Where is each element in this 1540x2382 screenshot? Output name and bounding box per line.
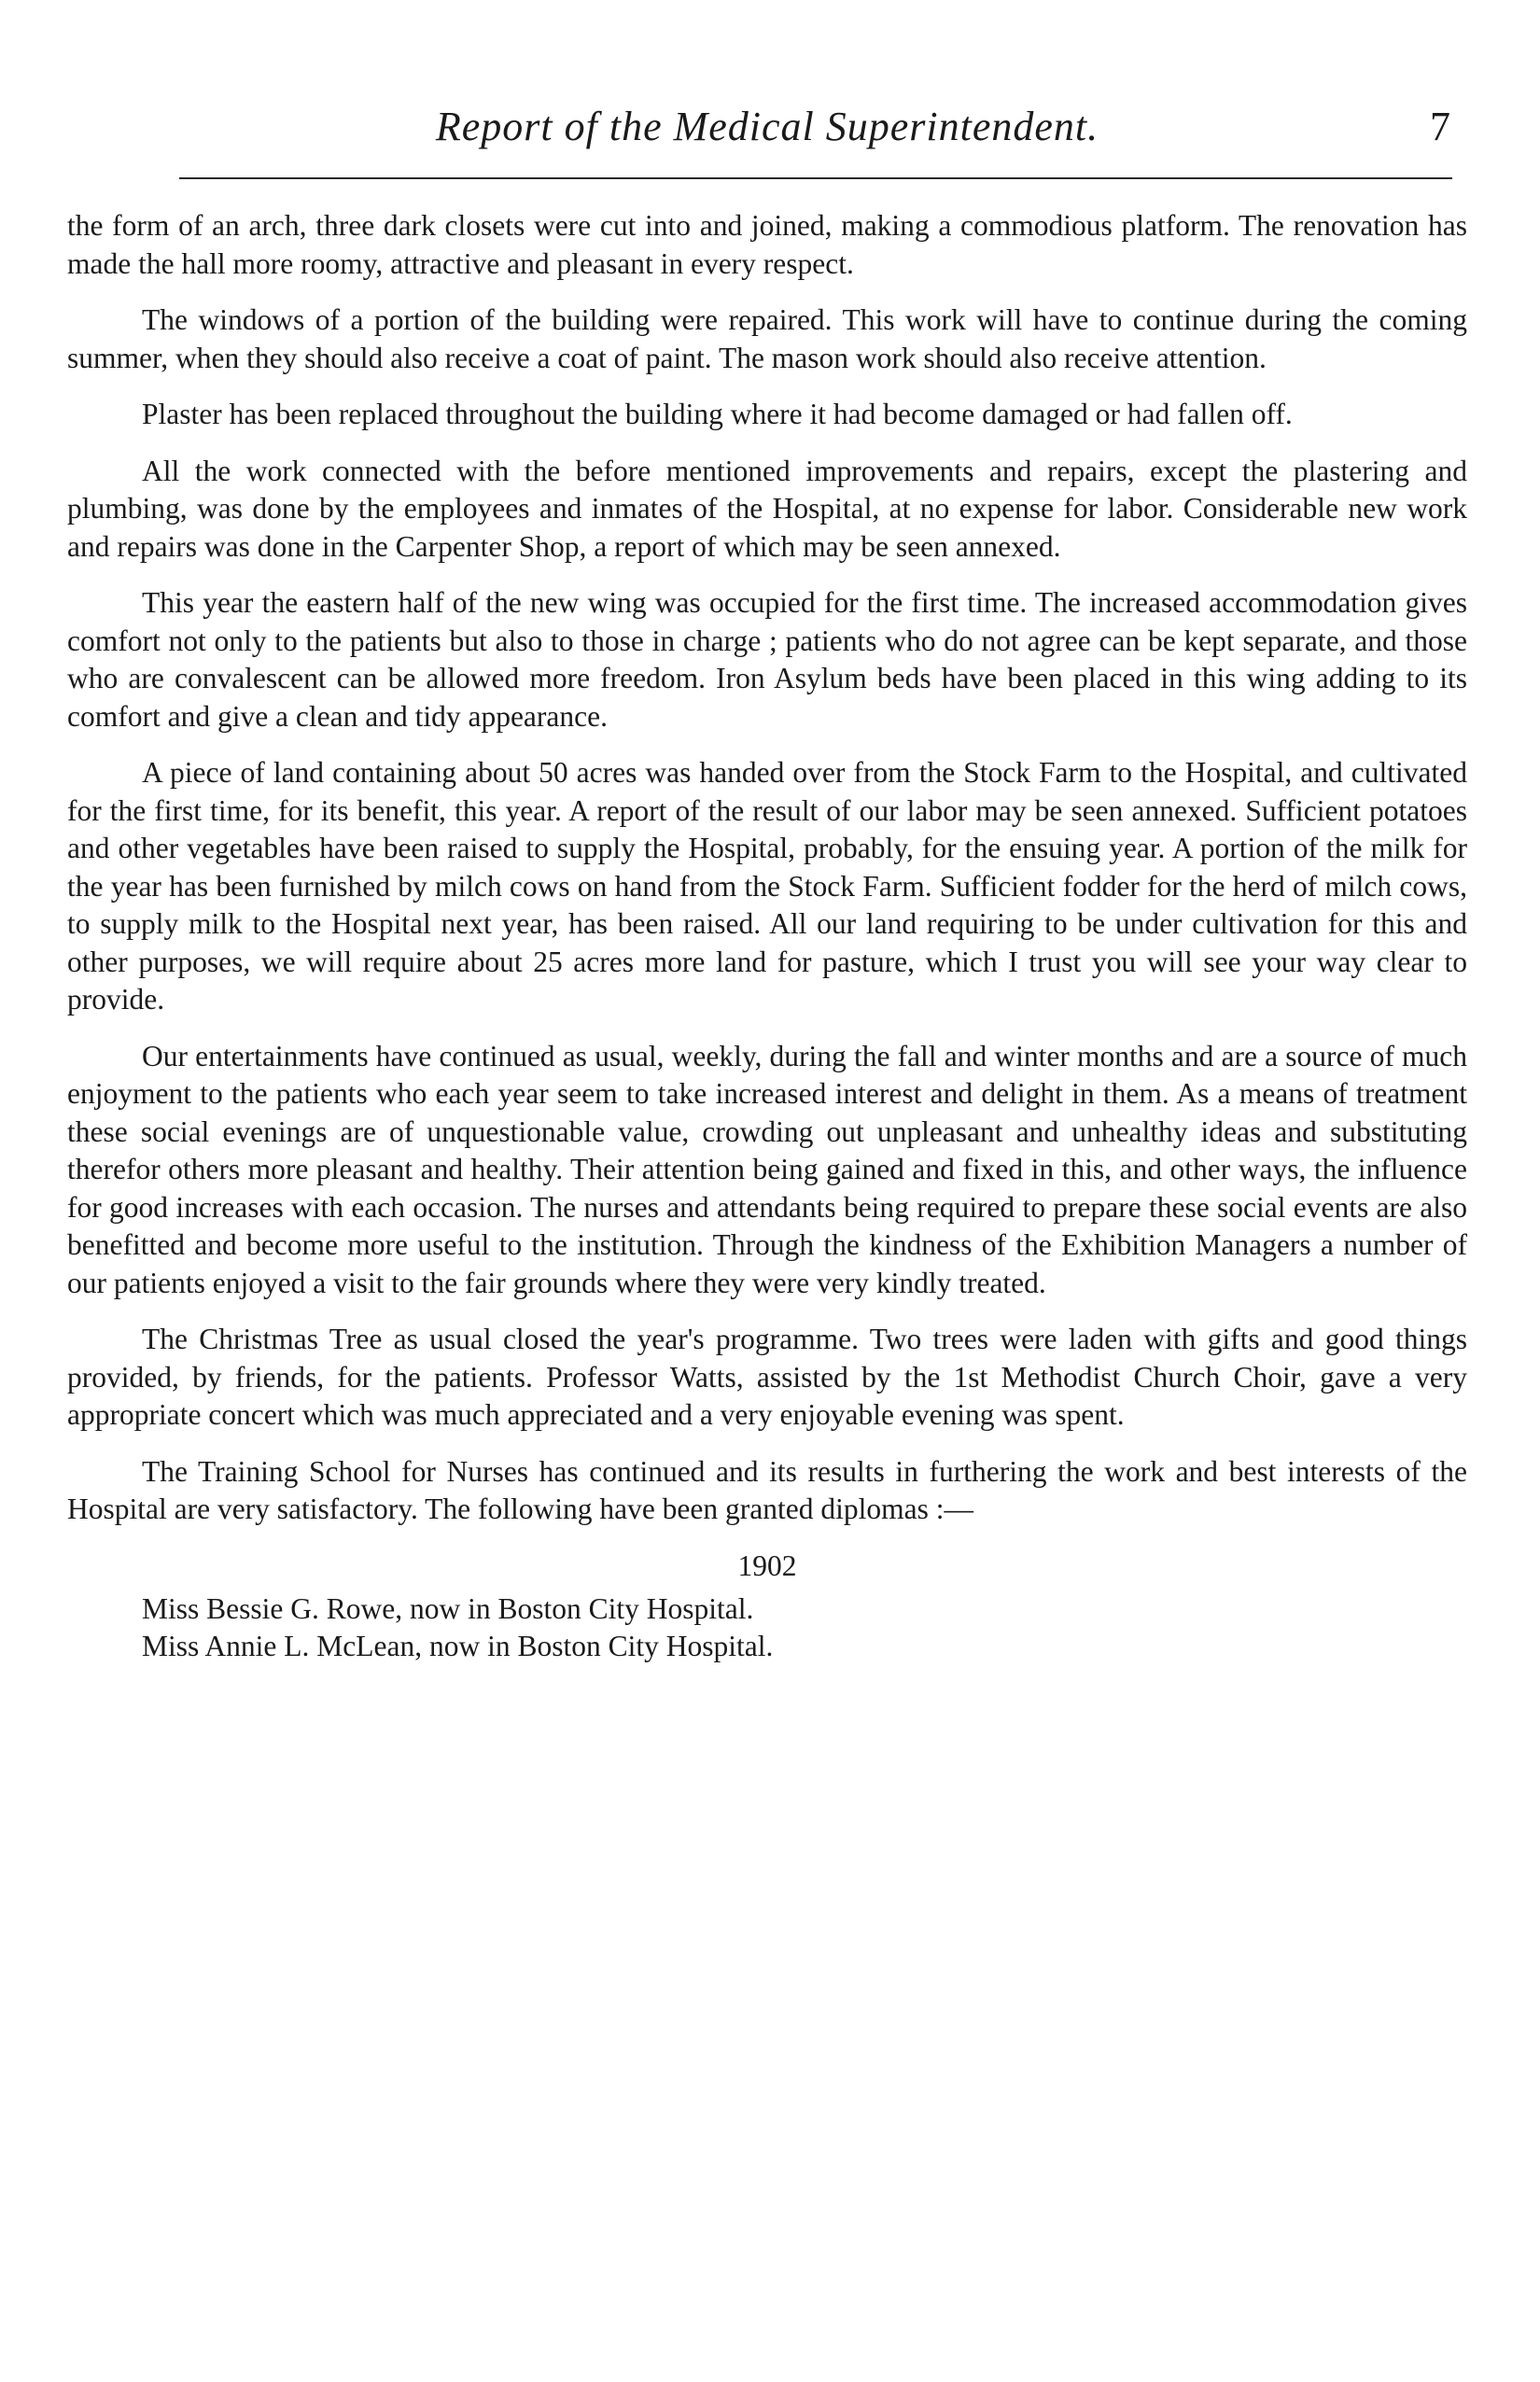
page-number: 7	[1430, 104, 1450, 149]
paragraph: This year the eastern half of the new wing was occupied for the first time. The increased accommodation gives comfort not only to the patients but also to those in charge ; patients who do not agree can be kept separate, and those who are convalescent can be allowed more freedom. Iron Asylum beds have been placed in this wing adding to its comfort and give a clean and tidy appearance.	[67, 586, 1467, 733]
paragraph: Plaster has been replaced throughout the building where it had become damaged or had fallen off.	[142, 398, 1293, 430]
paragraph: The windows of a portion of the building were repaired. This work will have to continue during the coming summer, when they should also receive a coat of paint. The mason work should also receive attention.	[67, 303, 1467, 374]
page-header	[67, 103, 1467, 159]
paragraph: A piece of land containing about 50 acres was handed over from the Stock Farm to the Hospital, and cultivated for the first time, for its benefit, this year. A report of the result of our labor may be seen annexed. Sufficient potatoes and other vegetables have been raised to supply the Hospital, probably, for the ensuing year. A portion of the milk for the year has been furnished by milch cows on hand from the Stock Farm. Sufficient fodder for the herd of milch cows, to supply milk to the Hospital next year, has been raised. All our land requiring to be under cultivation for this and other purposes, we will require about 25 acres more land for pasture, which I trust you will see your way clear to provide.	[67, 756, 1467, 1016]
diploma-list	[67, 1590, 1467, 1666]
diploma-year-heading: 1902	[737, 1548, 797, 1582]
document-page	[67, 103, 1467, 1666]
diploma-entry: Miss Annie L. McLean, now in Boston City Hospital.	[142, 1630, 774, 1662]
paragraph: The Training School for Nurses has continued and its results in furthering the work and best interests of the Hospital are very satisfactory. The following have been granted diplomas :—	[67, 1454, 1467, 1525]
header-rule	[179, 177, 1452, 179]
running-title: Report of the Medical Superintendent.	[435, 104, 1099, 149]
body-text	[67, 207, 1467, 1529]
paragraph: Our entertainments have continued as usual, weekly, during the fall and winter months and are a source of much enjoyment to the patients who each year seem to take increased interest and delight in them. As a means of treatment these social evenings are of unquestionable value, crowding out unpleasant and unhealthy ideas and substituting therefor others more pleasant and healthy. Their attention being gained and fixed in this, and other ways, the influence for good increases with each occasion. The nurses and attendants being required to prepare these social events are also benefitted and become more useful to the institution. Through the kindness of the Exhibition Managers a number of our patients enjoyed a visit to the fair grounds where they were very kindly treated.	[67, 1039, 1467, 1299]
paragraph: All the work connected with the before mentioned improvements and repairs, except the plastering and plumbing, was done by the employees and inmates of the Hospital, at no expense for labor. Considerable new work and repairs was done in the Carpenter Shop, a report of which may be seen annexed.	[67, 454, 1467, 563]
paragraph: The Christmas Tree as usual closed the year's programme. Two trees were laden with gifts and good things provided, by friends, for the patients. Professor Watts, assisted by the 1st Methodist Church Choir, gave a very appropriate concert which was much appreciated and a very enjoyable evening was spent.	[67, 1323, 1467, 1431]
paragraph: the form of an arch, three dark closets were cut into and joined, making a commodious platform. The renovation has made the hall more roomy, attractive and pleasant in every respect.	[67, 209, 1467, 280]
diploma-entry: Miss Bessie G. Rowe, now in Boston City Hospital.	[142, 1591, 754, 1625]
